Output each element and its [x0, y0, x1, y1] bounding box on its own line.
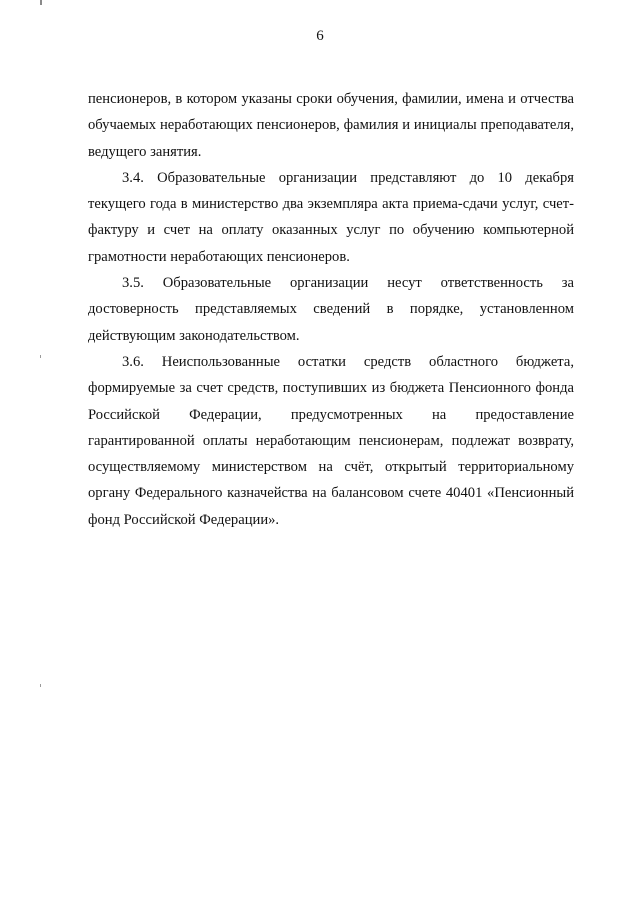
scan-mark [40, 0, 42, 5]
paragraph-3-4: 3.4. Образовательные организации представляют до 10 декабря текущего года в министерство два экземпляра акта приема-сдачи услуг, счет-фактуру и счет на оплату оказанных услуг по обучению компьютерной грамотности неработающих пенсионеров. [88, 169, 574, 265]
paragraph-3-5: 3.5. Образовательные организации несут ответственность за достоверность представляемых сведений в порядке, установленном действующим законодательством. [88, 275, 574, 344]
paragraph-continuation: пенсионеров, в котором указаны сроки обучения, фамилии, имена и отчества обучаемых неработающих пенсионеров, фамилия и инициалы преподавателя, ведущего занятия. [88, 91, 574, 160]
scan-mark [40, 355, 41, 358]
document-body [88, 86, 574, 533]
paragraph-3-6: 3.6. Неиспользованные остатки средств областного бюджета, формируемые за счет средств, поступивших из бюджета Пенсионного фонда Российской Федерации, предусмотренных на предоставление гарантированной оплаты неработающим пенсионерам, подлежат возврату, осуществляемому министерством на счёт, открытый территориальному органу Федерального казначейства на балансовом счете 40401 «Пенсионный фонд Российской Федерации». [88, 353, 574, 528]
page-number: 6 [316, 28, 324, 44]
scan-mark [40, 684, 41, 687]
